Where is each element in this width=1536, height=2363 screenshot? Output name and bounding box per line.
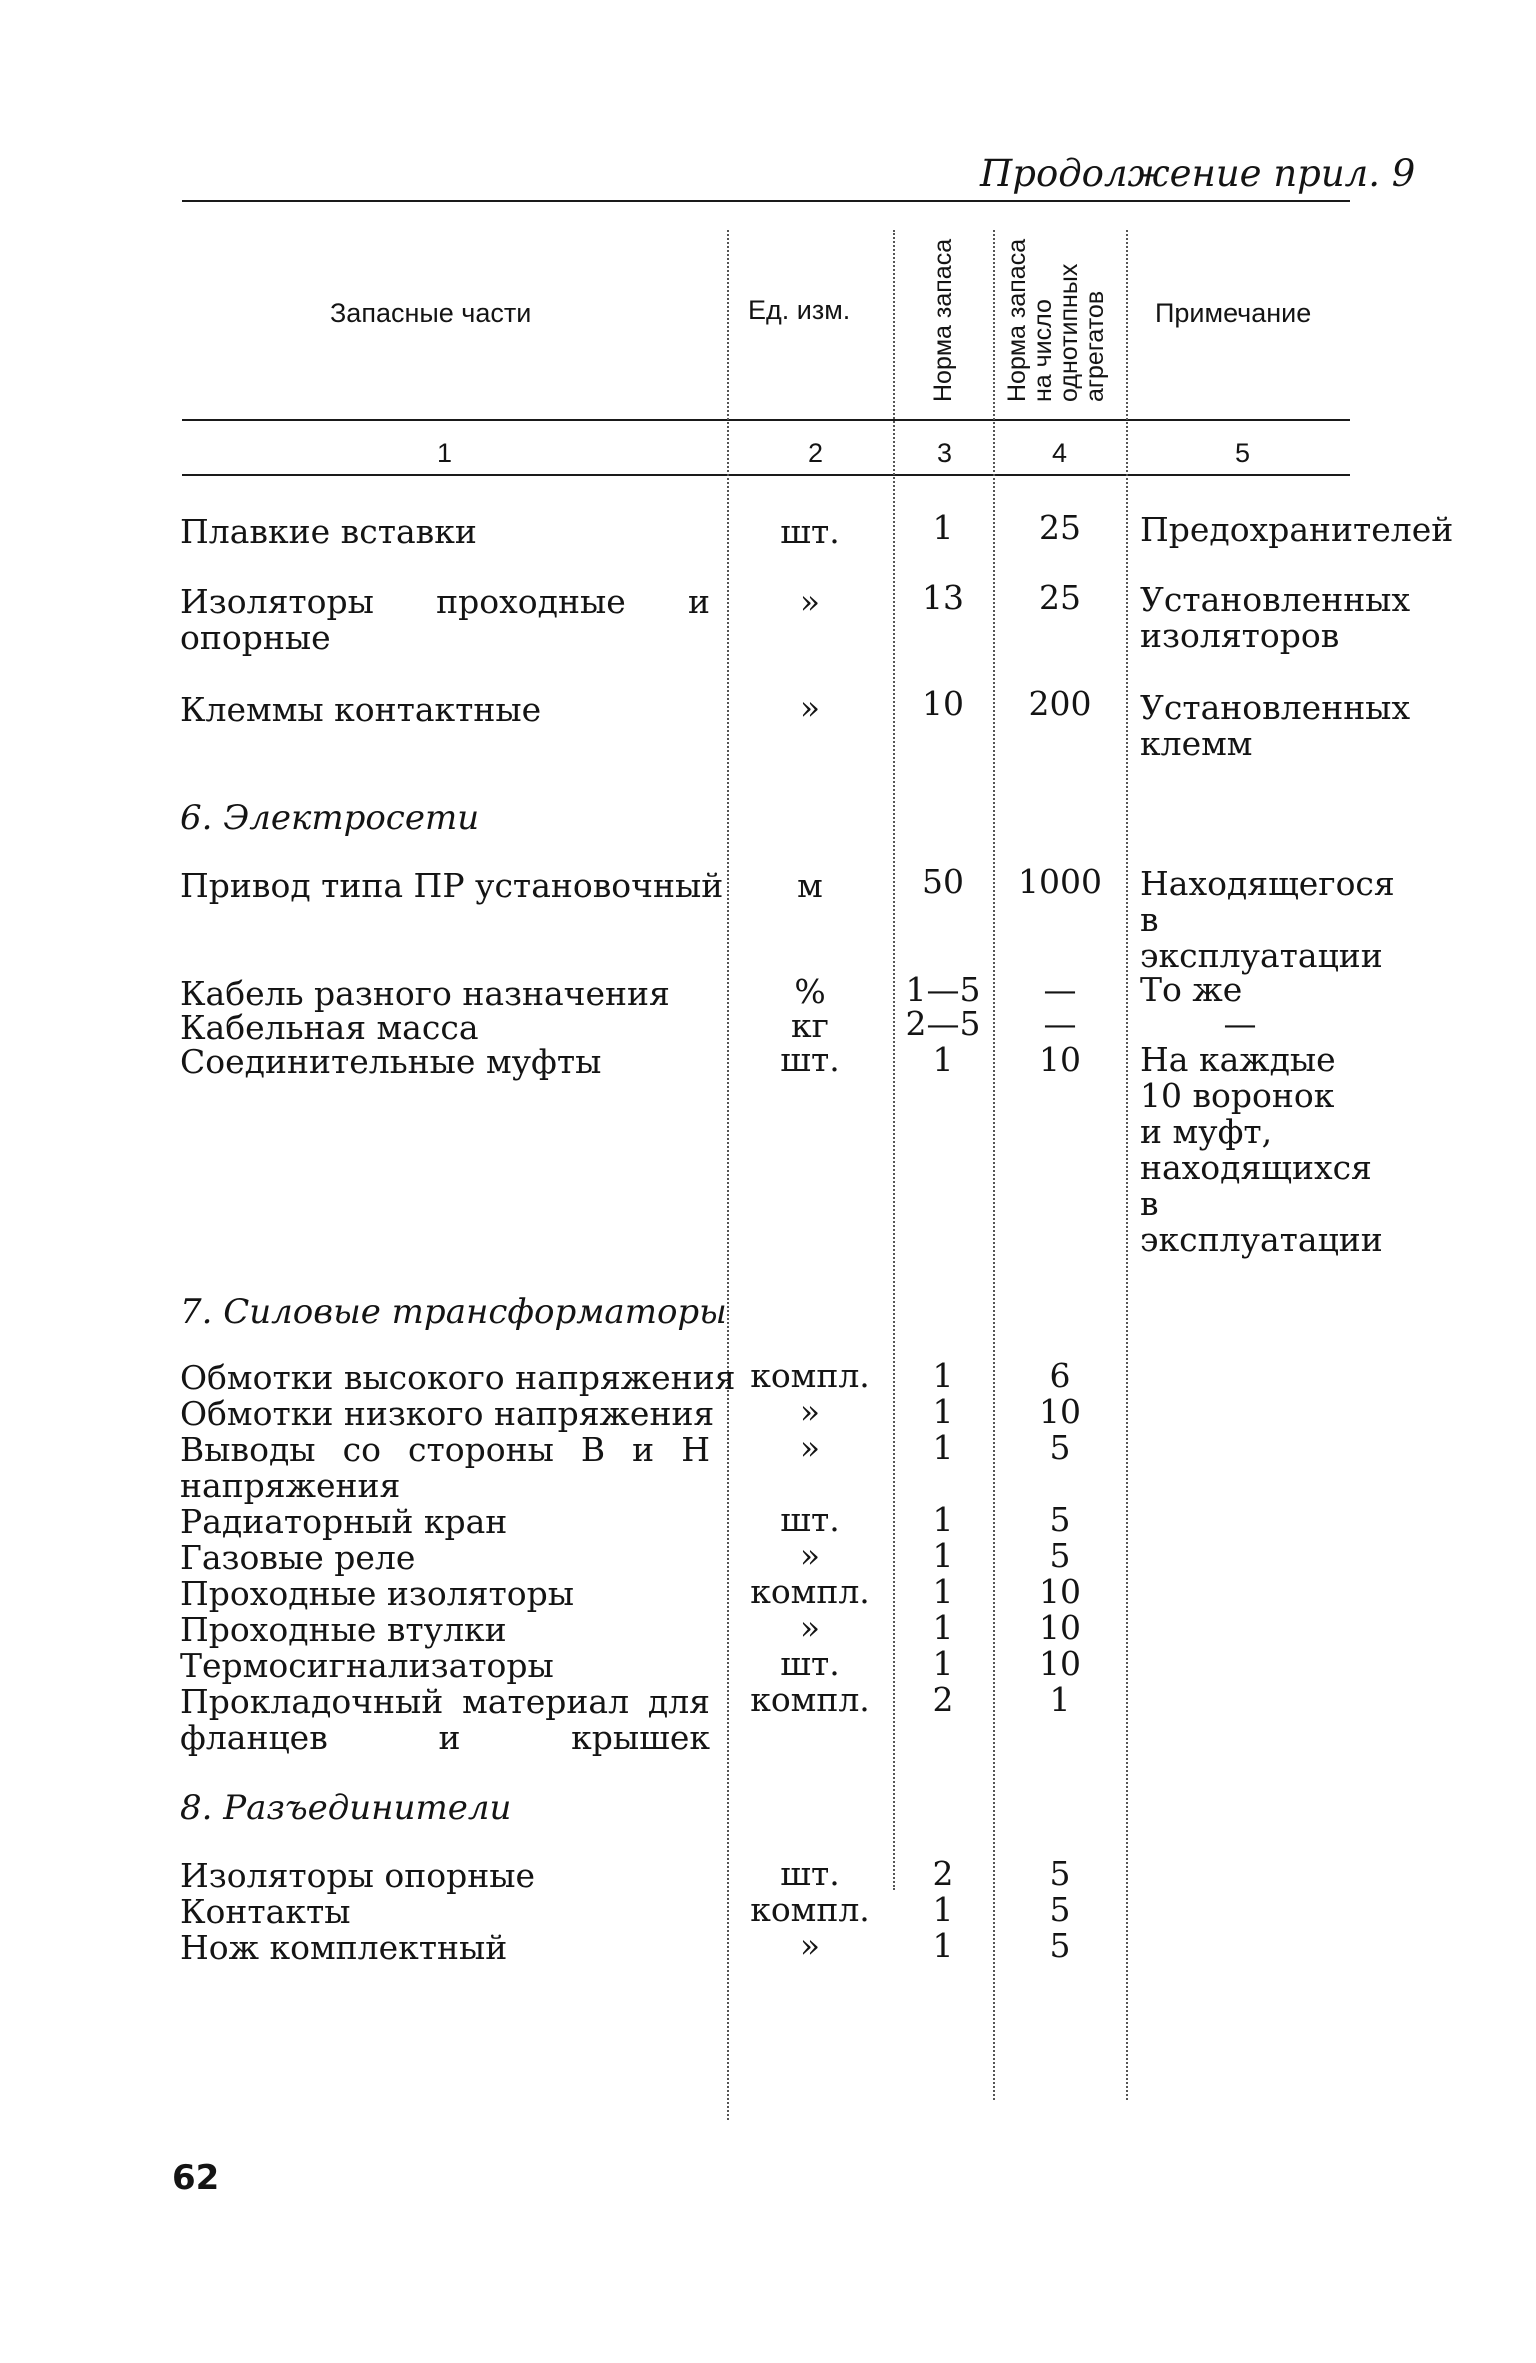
table-row-name: Обмотки высокого напряжения (180, 1358, 736, 1397)
section-heading: 8. Разъединители (180, 1788, 512, 1828)
continuation-title: Продолжение прил. 9 (980, 152, 1416, 195)
table-row-unit: » (799, 1926, 821, 1965)
col-number-3: 3 (937, 438, 953, 468)
table-row-name: Привод типа ПР установочный (180, 866, 724, 905)
column-divider-3 (993, 230, 995, 2100)
table-row-norm-units: 5 (1049, 1890, 1071, 1929)
table-row-unit: » (799, 1392, 821, 1431)
table-row-name: Проходные изоляторы (180, 1574, 575, 1613)
table-row-norm-units: 5 (1049, 1854, 1071, 1893)
table-row-note: То же (1140, 970, 1243, 1009)
table-row-unit: » (799, 1428, 821, 1467)
table-row-norm: 1 (932, 1356, 954, 1395)
table-row-norm: 50 (922, 862, 964, 901)
table-row-norm-units: 25 (1039, 578, 1081, 617)
table-row-norm: 1 (932, 1428, 954, 1467)
table-row-norm-units: 5 (1049, 1500, 1071, 1539)
header-norm-units-2: на число (1029, 299, 1057, 402)
table-row-name: Соединительные муфты (180, 1042, 602, 1081)
table-row-note: Установленных изоляторов (1140, 580, 1411, 655)
table-row-norm: 1 (932, 1500, 954, 1539)
table-row-norm-units: 10 (1039, 1572, 1081, 1611)
section-heading: 7. Силовые трансформаторы (180, 1292, 727, 1332)
table-row-norm: 1 (932, 1890, 954, 1929)
table-row-norm: 1 (932, 1608, 954, 1647)
table-row-norm: 2 (932, 1854, 954, 1893)
table-row-norm: 1 (932, 1572, 954, 1611)
table-row-unit: кг (791, 1006, 829, 1045)
table-row-norm: 1 (932, 1392, 954, 1431)
table-row-name: Контакты (180, 1892, 351, 1931)
col-number-2: 2 (808, 438, 824, 468)
table-row-name: Выводы со стороны В и Н напряжения (180, 1430, 710, 1505)
header-bottom-rule (182, 419, 1350, 421)
table-row-norm-units: 5 (1049, 1536, 1071, 1575)
table-row-norm-units: 10 (1039, 1608, 1081, 1647)
table-row-norm-units: 6 (1049, 1356, 1071, 1395)
table-row-name: Газовые реле (180, 1538, 416, 1577)
numbers-bottom-rule (182, 474, 1350, 476)
table-row-note: Предохранителей (1140, 510, 1454, 549)
header-top-rule (182, 200, 1350, 202)
table-row-norm: 13 (922, 578, 964, 617)
table-row-name: Кабельная масса (180, 1008, 479, 1047)
header-note: Примечание (1155, 298, 1312, 328)
col-number-5: 5 (1235, 438, 1251, 468)
table-row-name: Нож комплектный (180, 1928, 508, 1967)
header-norm: Норма запаса (929, 238, 957, 402)
table-row-unit: компл. (750, 1680, 870, 1719)
column-divider-1 (727, 230, 729, 2120)
col-number-1: 1 (437, 438, 453, 468)
table-row-unit: шт. (780, 512, 840, 551)
table-row-name: Изоляторы проходные и опорные (180, 582, 710, 657)
table-row-unit: шт. (780, 1854, 840, 1893)
table-row-name: Кабель разного назначения (180, 974, 670, 1013)
table-row-norm: 1—5 (905, 970, 981, 1009)
table-row-norm: 1 (932, 1644, 954, 1683)
table-row-norm-units: — (1043, 1004, 1077, 1043)
table-row-unit: » (799, 582, 821, 621)
table-row-norm: 2 (932, 1680, 954, 1719)
table-row-norm-units: 25 (1039, 508, 1081, 547)
table-row-name: Клеммы контактные (180, 690, 542, 729)
table-row-norm-units: 5 (1049, 1926, 1071, 1965)
table-row-unit: шт. (780, 1500, 840, 1539)
table-row-note: — (1223, 1004, 1257, 1043)
table-row-unit: компл. (750, 1890, 870, 1929)
table-row-name: Прокладочный материал для фланцев и крышек (180, 1682, 710, 1757)
table-row-name: Термосигнализаторы (180, 1646, 554, 1685)
table-row-norm: 1 (932, 1040, 954, 1079)
table-row-unit: шт. (780, 1040, 840, 1079)
table-row-unit: » (799, 1608, 821, 1647)
header-norm-units-1: Норма запаса (1003, 238, 1031, 402)
table-row-name: Радиаторный кран (180, 1502, 508, 1541)
table-row-norm: 1 (932, 1926, 954, 1965)
table-row-name: Обмотки низкого напряжения (180, 1394, 715, 1433)
table-row-norm: 1 (932, 508, 954, 547)
table-row-norm-units: 10 (1039, 1040, 1081, 1079)
section-heading: 6. Электросети (180, 798, 480, 838)
table-row-norm-units: 5 (1049, 1428, 1071, 1467)
table-row-unit: м (797, 866, 823, 905)
table-row-unit: компл. (750, 1572, 870, 1611)
table-row-norm-units: 200 (1028, 684, 1092, 723)
table-row-norm-units: 10 (1039, 1644, 1081, 1683)
table-row-norm-units: 1000 (1018, 862, 1102, 901)
table-row-note: Установленных клемм (1140, 688, 1411, 763)
header-unit: Ед. изм. (748, 295, 851, 325)
table-row-unit: % (794, 972, 826, 1011)
table-row-norm-units: 10 (1039, 1392, 1081, 1431)
table-row-note: На каждые 10 воронок и муфт, находящихся в эксплуатации (1140, 1040, 1383, 1259)
table-row-norm-units: 1 (1049, 1680, 1071, 1719)
table-row-norm: 1 (932, 1536, 954, 1575)
table-row-norm-units: — (1043, 970, 1077, 1009)
header-norm-units-4: агрегатов (1081, 290, 1109, 402)
column-divider-4 (1126, 230, 1128, 2100)
header-norm-units-3: однотипных (1055, 263, 1083, 402)
table-row-unit: шт. (780, 1644, 840, 1683)
table-row-unit: » (799, 688, 821, 727)
table-row-name: Изоляторы опорные (180, 1856, 536, 1895)
table-row-name: Плавкие вставки (180, 512, 477, 551)
table-row-norm: 10 (922, 684, 964, 723)
col-number-4: 4 (1052, 438, 1068, 468)
table-row-norm: 2—5 (905, 1004, 981, 1043)
table-row-name: Проходные втулки (180, 1610, 507, 1649)
table-row-note: Находящегося в эксплуатации (1140, 864, 1395, 975)
page-number: 62 (172, 2158, 220, 2198)
table-row-unit: » (799, 1536, 821, 1575)
table-row-unit: компл. (750, 1356, 870, 1395)
header-parts: Запасные части (330, 298, 532, 328)
